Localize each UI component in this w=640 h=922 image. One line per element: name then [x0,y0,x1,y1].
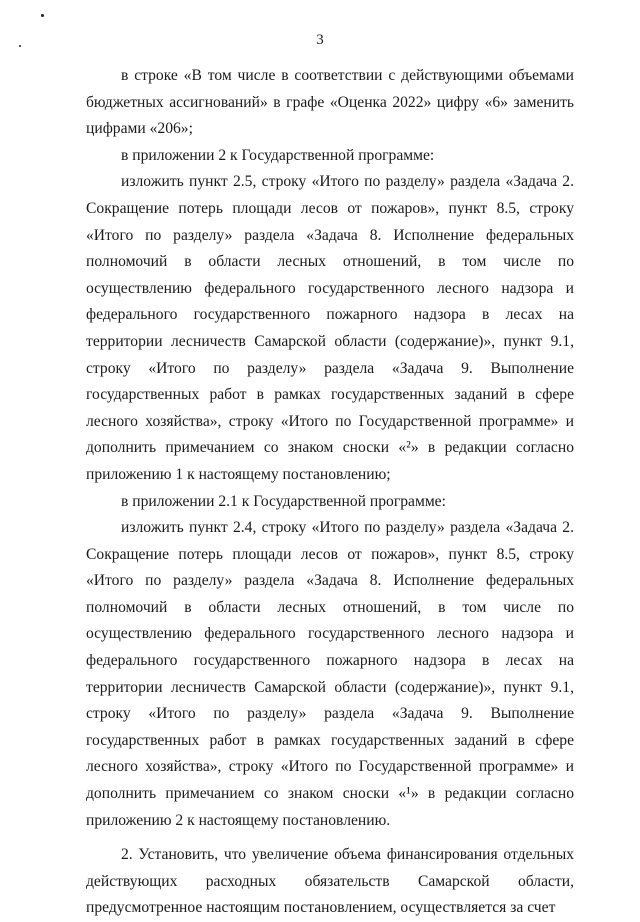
paragraph-appendix-2-heading: в приложении 2 к Государственной программе: [121,146,435,164]
paragraph-appendix-2-changes: изложить пункт 2.5, строку «Итого по разделу» раздела «Задача 2. Сокращение потерь площади лесов от пожаров», пункт 8.5, строку «Итого по разделу» раздела «Задача 8. Исполнение федеральных полномочий в области лесных отношений, в том числе по осуществлению федерального государственного лесного надзора и федерального государственного пожарного надзора в лесах на территории лесничеств Самарской области (содержание)», пункт 9.1, строку «Итого по разделу» раздела «Задача 9. Выполнение государственных работ в рамках государственных заданий в сфере лесного хозяйства», строку «Итого по Государственной программе» и дополнить примечанием со знаком сноски «²» в редакции согласно приложению 1 к настоящему постановлению; [86,173,574,483]
page-number: 3 [316,32,324,48]
paragraph-budget-line: в строке «В том числе в соответствии с действующими объемами бюджетных ассигнований» в графе «Оценка 2022» цифру «6» заменить цифрами «206»; [86,67,574,138]
paragraph-appendix-2-1-heading: в приложении 2.1 к Государственной программе: [121,492,446,510]
scan-artifact-dot [41,14,44,17]
document-body [86,63,574,922]
paragraph-appendix-2-1-changes: изложить пункт 2.4, строку «Итого по разделу» раздела «Задача 2. Сокращение потерь площади лесов от пожаров», пункт 8.5, строку «Итого по разделу» раздела «Задача 8. Исполнение федеральных полномочий в области лесных отношений, в том числе по осуществлению федерального государственного лесного надзора и федерального государственного пожарного надзора в лесах на территории лесничеств Самарской области (содержание)», пункт 9.1, строку «Итого по разделу» раздела «Задача 9. Выполнение государственных работ в рамках государственных заданий в сфере лесного хозяйства», строку «Итого по Государственной программе» и дополнить примечанием со знаком сноски «¹» в редакции согласно приложению 2 к настоящему постановлению. [86,519,574,829]
paragraph-section-2: 2. Установить, что увеличение объема финансирования отдельных действующих расходных обязательств Самарской области, предусмотренное настоящим постановлением, осуществляется за счет [86,846,574,917]
